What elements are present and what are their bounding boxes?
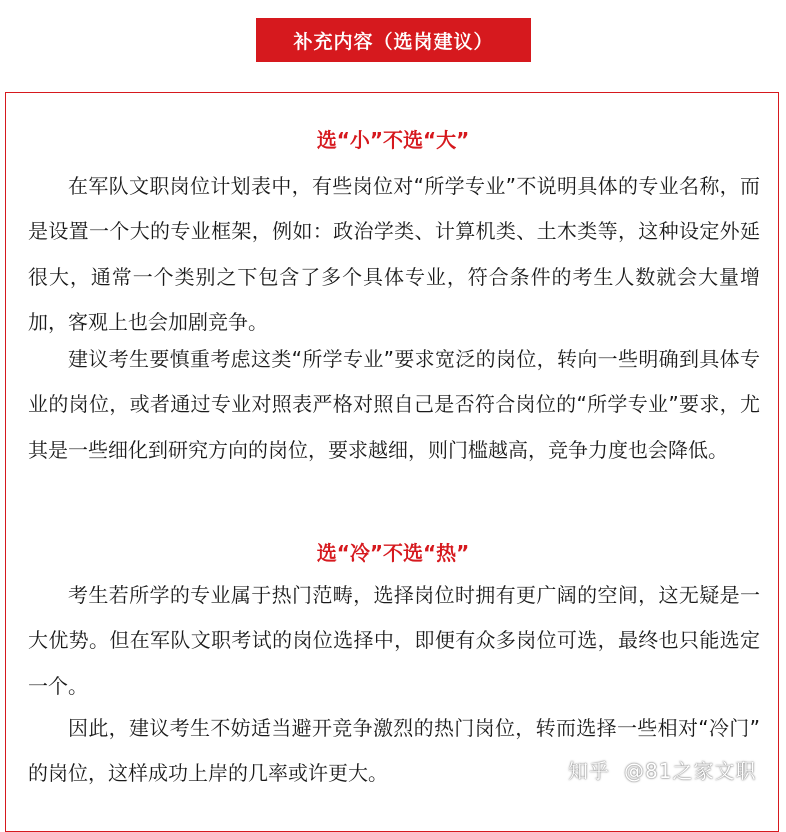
watermark-account: @81之家文职 — [624, 759, 757, 783]
paragraph: 建议考生要慎重考虑这类“所学专业”要求宽泛的岗位，转向一些明确到具体专业的岗位，或者通过专业对照表严格对照自己是否符合岗位的“所学专业”要求，尤其是一些细化到研究方向的岗位，要求越细，则门槛越高，竞争力度也会降低。 — [28, 347, 760, 462]
paragraph: 考生若所学的专业属于热门范畴，选择岗位时拥有更广阔的空间，这无疑是一大优势。但在军队文职考试的岗位选择中，即便有众多岗位可选，最终也只能选定一个。 — [28, 583, 760, 698]
section-heading-small-not-big: 选“小”不选“大” — [316, 128, 470, 152]
watermark-platform: 知乎 — [568, 759, 610, 783]
section-banner: 补充内容（选岗建议） — [256, 18, 531, 62]
zhihu-watermark — [568, 755, 756, 784]
paragraph: 在军队文职岗位计划表中，有些岗位对“所学专业”不说明具体的专业名称，而是设置一个大的专业框架，例如：政治学类、计算机类、土木类等，这种设定外延很大，通常一个类别之下包含了多个具体专业，符合条件的考生人数就会大量增加，客观上也会加剧竞争。 — [28, 174, 760, 334]
section-heading-cold-not-hot: 选“冷”不选“热” — [316, 541, 470, 565]
paragraph: 因此，建议考生不妨适当避开竞争激烈的热门岗位，转而选择一些相对“冷门” 的岗位，这样成功上岸的几率或许更大。 — [28, 716, 760, 786]
